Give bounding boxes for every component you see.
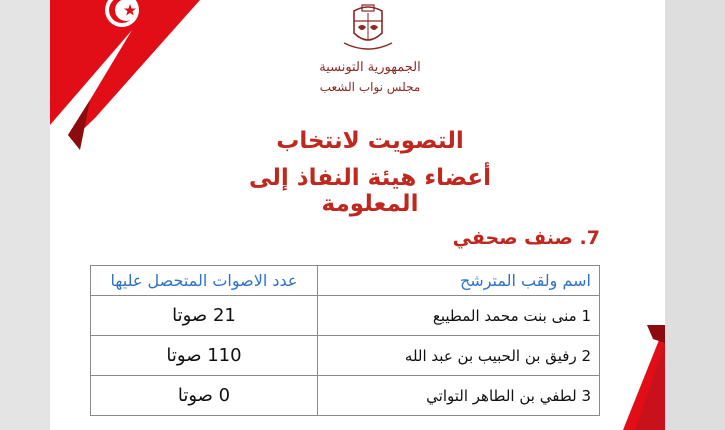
parliament-emblem-icon <box>340 3 396 53</box>
page-subtitle: أعضاء هيئة النفاذ إلى المعلومة <box>248 165 492 217</box>
candidate-name: 1 منى بنت محمد المطيبع <box>318 296 600 336</box>
table-header-row <box>91 266 600 296</box>
table-row <box>91 336 600 376</box>
republic-name: الجمهورية التونسية <box>319 60 421 75</box>
votes-header: عدد الاصوات المتحصل عليها <box>91 266 318 296</box>
candidate-name: 3 لطفي بن الطاهر التواتي <box>318 376 600 416</box>
background-right <box>665 0 725 430</box>
background-left <box>0 0 50 430</box>
category-heading: 7. صنف صحفي <box>452 227 600 249</box>
candidate-name: 2 رفيق بن الحبيب بن عبد الله <box>318 336 600 376</box>
parliament-name: مجلس نواب الشعب <box>319 80 421 94</box>
vote-count: 0 صوتا <box>91 376 318 416</box>
table-row <box>91 376 600 416</box>
vote-count: 21 صوتا <box>91 296 318 336</box>
page-title: التصويت لانتخاب <box>276 128 464 154</box>
tunisia-flag-icon <box>50 0 200 160</box>
results-table <box>90 265 600 416</box>
document-sheet <box>50 0 665 430</box>
decorative-ribbon <box>605 325 665 430</box>
vote-count: 110 صوتا <box>91 336 318 376</box>
candidate-name-header: اسم ولقب المترشح <box>318 266 600 296</box>
table-row <box>91 296 600 336</box>
